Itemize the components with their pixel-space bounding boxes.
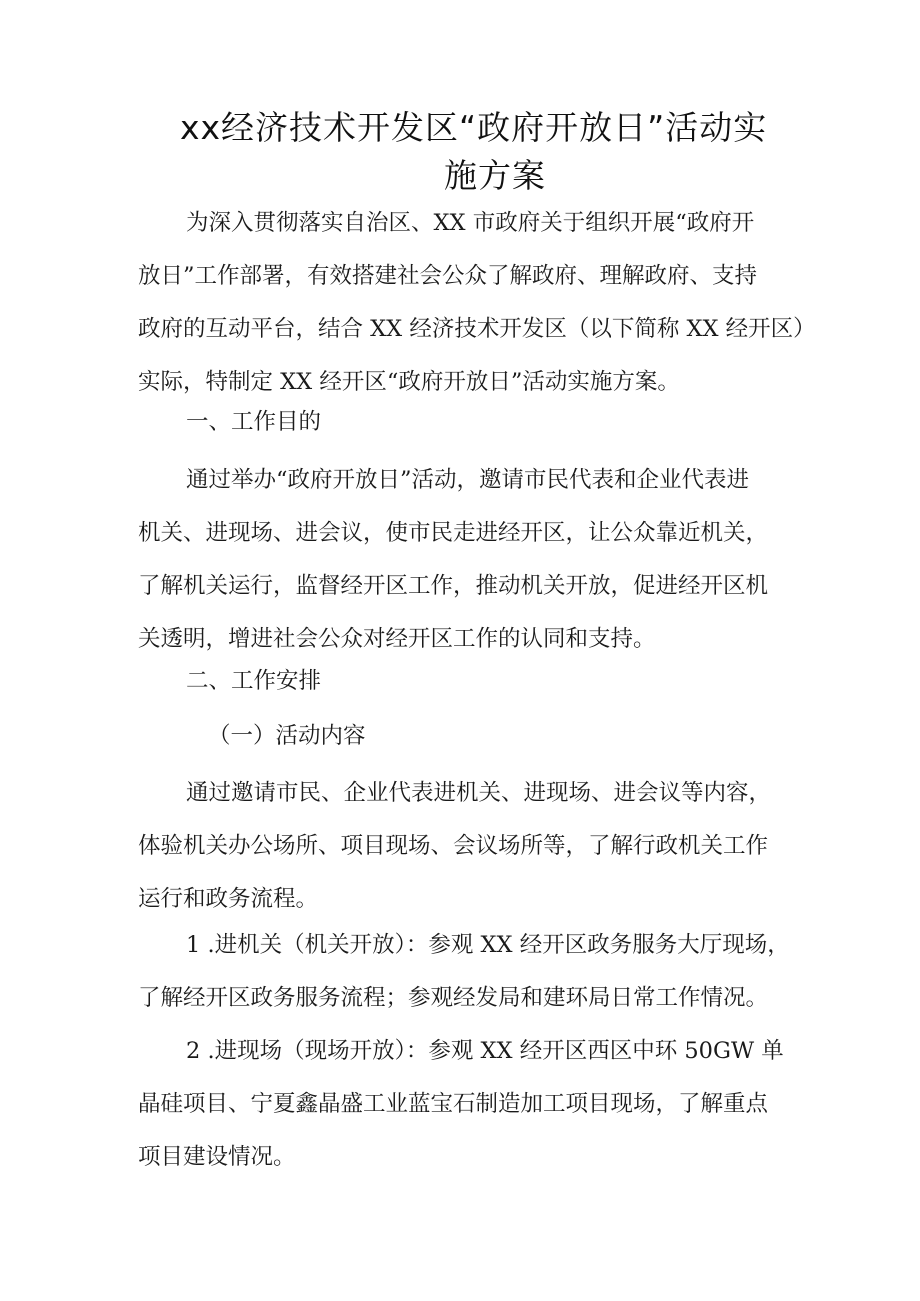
paragraph-line: 2 .进现场（现场开放）：参观 XX 经开区西区中环 50GW 单 <box>186 1038 784 1064</box>
section-heading-text: 二、工作安排 <box>186 668 322 694</box>
subsection-heading-text: （一）活动内容 <box>208 723 366 749</box>
item-2 <box>138 1025 800 1184</box>
section-1-body <box>138 454 800 666</box>
paragraph-line: 1 .进机关（机关开放）：参观 XX 经开区政务服务大厅现场， <box>186 932 790 958</box>
section-2-heading <box>138 655 800 708</box>
paragraph-line: 了解机关运行，监督经开区工作，推动机关开放，促进经开区机 <box>138 573 769 599</box>
title-line-2: 施方案 <box>444 156 546 195</box>
section-heading-text: 一、工作目的 <box>186 409 322 435</box>
paragraph-line: 了解经开区政务服务流程；参观经发局和建环局日常工作情况。 <box>138 985 769 1011</box>
paragraph-line: 实际，特制定 XX 经开区“政府开放日”活动实施方案。 <box>138 369 680 395</box>
subsection-1-heading <box>138 710 800 763</box>
item-1 <box>138 919 800 1025</box>
paragraph-line: 晶硅项目、宁夏鑫晶盛工业蓝宝石制造加工项目现场，了解重点 <box>138 1091 769 1117</box>
intro-paragraph <box>138 197 816 409</box>
paragraph-line: 放日”工作部署，有效搭建社会公众了解政府、理解政府、支持 <box>138 263 758 289</box>
title-line-1: xx经济技术开发区“政府开放日”活动实 <box>180 108 768 147</box>
paragraph-line: 政府的互动平台，结合 XX 经济技术开发区（以下简称 XX 经开区） <box>138 316 816 342</box>
paragraph-line: 为深入贯彻落实自治区、XX 市政府关于组织开展“政府开 <box>186 210 755 236</box>
section-1-heading <box>138 396 800 449</box>
paragraph-line: 通过举办“政府开放日”活动，邀请市民代表和企业代表进 <box>186 467 750 493</box>
paragraph-line: 项目建设情况。 <box>138 1144 296 1170</box>
document-title <box>180 104 800 200</box>
subsection-1-body <box>138 767 800 926</box>
paragraph-line: 关透明，增进社会公众对经开区工作的认同和支持。 <box>138 626 656 652</box>
paragraph-line: 体验机关办公场所、项目现场、会议场所等，了解行政机关工作 <box>138 833 769 859</box>
paragraph-line: 机关、进现场、进会议，使市民走进经开区，让公众靠近机关， <box>138 520 769 546</box>
paragraph-line: 通过邀请市民、企业代表进机关、进现场、进会议等内容， <box>186 780 772 806</box>
paragraph-line: 运行和政务流程。 <box>138 886 319 912</box>
